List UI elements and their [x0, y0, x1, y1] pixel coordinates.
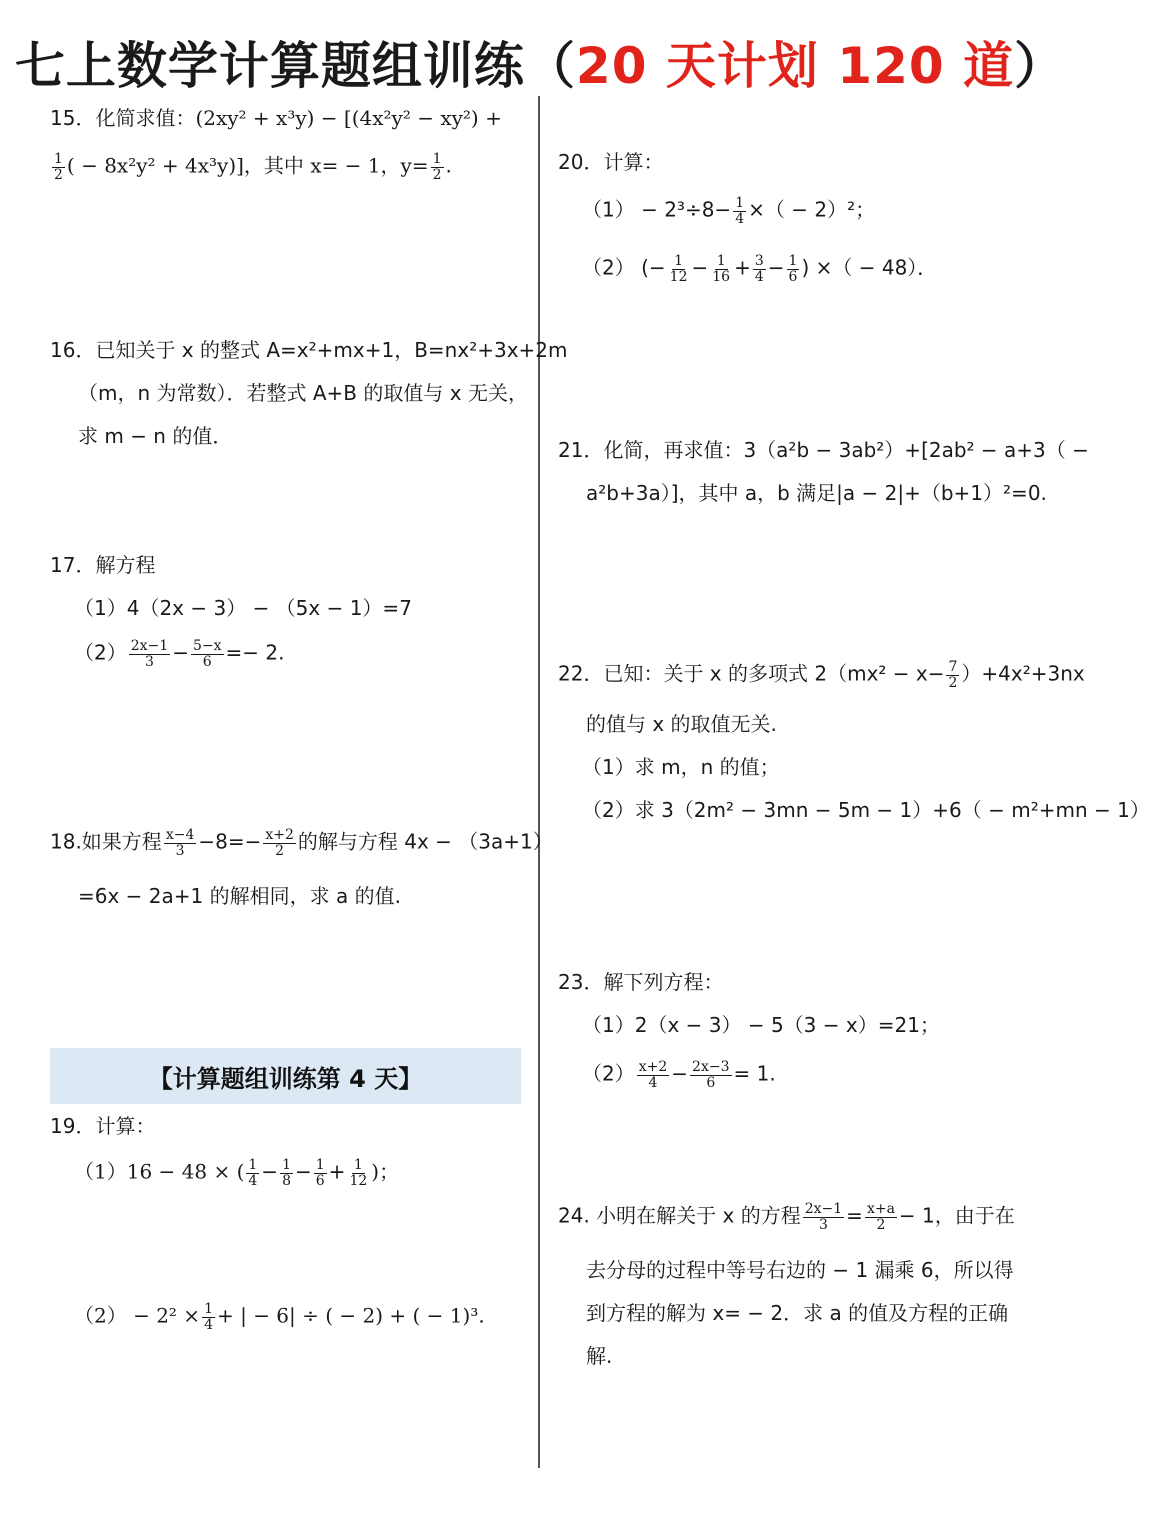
q22-lead: 22．已知：关于 x 的多项式 2（mx² − x−	[558, 661, 945, 686]
q20-part-2-lead: （2） (−	[582, 255, 666, 280]
q18-lead: 18.如果方程	[50, 829, 162, 854]
q24-lead: 24. 小明在解关于 x 的方程	[558, 1203, 801, 1228]
q19-part-1-tail: )；	[371, 1159, 400, 1184]
q24-equals: =	[846, 1203, 863, 1228]
page-title	[0, 26, 1080, 98]
q15-fraction-half: $\frac{1}{2}$	[54, 151, 63, 183]
title-part-1: 七上数学计算题组训练（	[14, 37, 576, 95]
title-part-3: ）	[1014, 37, 1066, 95]
q20-part-2-tail: ) ×（ − 48）．	[801, 255, 938, 280]
q19-part-2-tail: + | − 6| ÷ ( − 2) + ( − 1)³.	[216, 1303, 485, 1328]
q16-line-1: 16．已知关于 x 的整式 A=x²+mx+1，B=nx²+3x+2m	[50, 338, 568, 362]
q15-expression-2: ( − 8x²y² + 4x³y)]，其中 x= − 1，y=	[66, 153, 429, 178]
q24-fraction-1: $\frac{2x-1}{3}$	[804, 1201, 843, 1233]
q20-part-1-lead: （1） − 2³÷8−	[582, 197, 732, 222]
q23-fraction-1: $\frac{x+2}{4}$	[638, 1059, 668, 1091]
q24-fraction-2: $\frac{x+a}{2}$	[866, 1201, 895, 1233]
q19-heading: 19．计算：	[50, 1114, 156, 1138]
q23-part-2-label: （2）	[582, 1061, 635, 1086]
q23-part-2-tail: = 1.	[733, 1061, 776, 1086]
q20-heading: 20．计算：	[558, 150, 664, 174]
q17-part-2-tail: =− 2.	[225, 640, 285, 665]
q19-part-1-lead: （1）16 − 48 × (	[74, 1159, 245, 1184]
q23-heading: 23．解下列方程：	[558, 970, 724, 994]
q22-fraction: $\frac{7}{2}$	[948, 659, 958, 691]
q16-line-3: 求 m − n 的值．	[78, 424, 233, 448]
q17-part-1: （1）4（2x − 3） − （5x − 1）=7	[74, 596, 412, 620]
q19-part-2-fraction: $\frac{1}{4}$	[204, 1301, 213, 1333]
q18-tail: 的解与方程 4x − （3a+1）	[297, 829, 553, 854]
column-divider	[538, 96, 540, 1468]
q17-fraction-1: $\frac{2x-1}{3}$	[130, 638, 169, 670]
q15-expression-1: (2xy² + x³y) − [(4x²y² − xy²) +	[195, 106, 502, 130]
q15-label: 15．化简求值：	[50, 106, 196, 130]
q21-line-2: a²b+3a）]，其中 a，b 满足|a − 2|+（b+1）²=0.	[586, 481, 1047, 505]
q17-heading: 17．解方程	[50, 553, 156, 577]
q24-line-3: 到方程的解为 x= − 2．求 a 的值及方程的正确	[586, 1301, 1009, 1325]
q18-mid: −8=−	[198, 829, 262, 854]
q18-fraction-1: $\frac{x-4}{3}$	[165, 827, 195, 859]
q23-fraction-2: $\frac{2x-3}{6}$	[692, 1059, 730, 1091]
q20-fraction-4: $\frac{1}{6}$	[788, 253, 798, 285]
q17-fraction-2: $\frac{5-x}{6}$	[192, 638, 222, 670]
q20-fraction-1: $\frac{1}{12}$	[669, 253, 688, 285]
q23-part-1: （1）2（x − 3） − 5（3 − x）=21；	[582, 1013, 940, 1037]
q19-fraction-1: $\frac{1}{4}$	[248, 1157, 258, 1189]
q15-fraction-y: $\frac{1}{2}$	[432, 151, 442, 183]
q16-line-2: （m，n 为常数）．若整式 A+B 的取值与 x 无关，	[78, 381, 528, 405]
title-highlight: 20 天计划 120 道	[575, 37, 1015, 95]
q19-part-2-lead: （2） − 2² ×	[74, 1303, 201, 1328]
q24-line-2: 去分母的过程中等号右边的 − 1 漏乘 6，所以得	[586, 1258, 1014, 1282]
q17-part-2-label: （2）	[74, 640, 127, 665]
q18-fraction-2: $\frac{x+2}{2}$	[265, 827, 294, 859]
q22-part-1: （1）求 m，n 的值；	[582, 755, 780, 779]
q21-line-1: 21．化简，再求值：3（a²b − 3ab²）+[2ab² − a+3（ −	[558, 438, 1089, 462]
q22-line-2: 的值与 x 的取值无关.	[586, 712, 777, 736]
q19-fraction-2: $\frac{1}{8}$	[282, 1157, 291, 1189]
banner-label: 【计算题组训练第 4 天】	[148, 1064, 423, 1093]
q20-fraction-3: $\frac{3}{4}$	[754, 253, 764, 285]
q24-line-4: 解.	[586, 1344, 613, 1368]
q22-tail: ）+4x²+3nx	[961, 661, 1085, 686]
q19-fraction-4: $\frac{1}{12}$	[349, 1157, 368, 1189]
q20-part-1-tail: ×（ − 2）²；	[748, 197, 876, 222]
day-4-banner	[50, 1048, 521, 1104]
q22-part-2: （2）求 3（2m² − 3mn − 5m − 1）+6（ − m²+mn − 1）	[582, 798, 1150, 822]
q24-tail: − 1，由于在	[898, 1203, 1015, 1228]
q20-part-1-fraction: $\frac{1}{4}$	[735, 195, 745, 227]
q19-fraction-3: $\frac{1}{6}$	[315, 1157, 325, 1189]
q18-line-2: =6x − 2a+1 的解相同，求 a 的值.	[78, 884, 401, 908]
q20-fraction-2: $\frac{1}{16}$	[712, 253, 731, 285]
